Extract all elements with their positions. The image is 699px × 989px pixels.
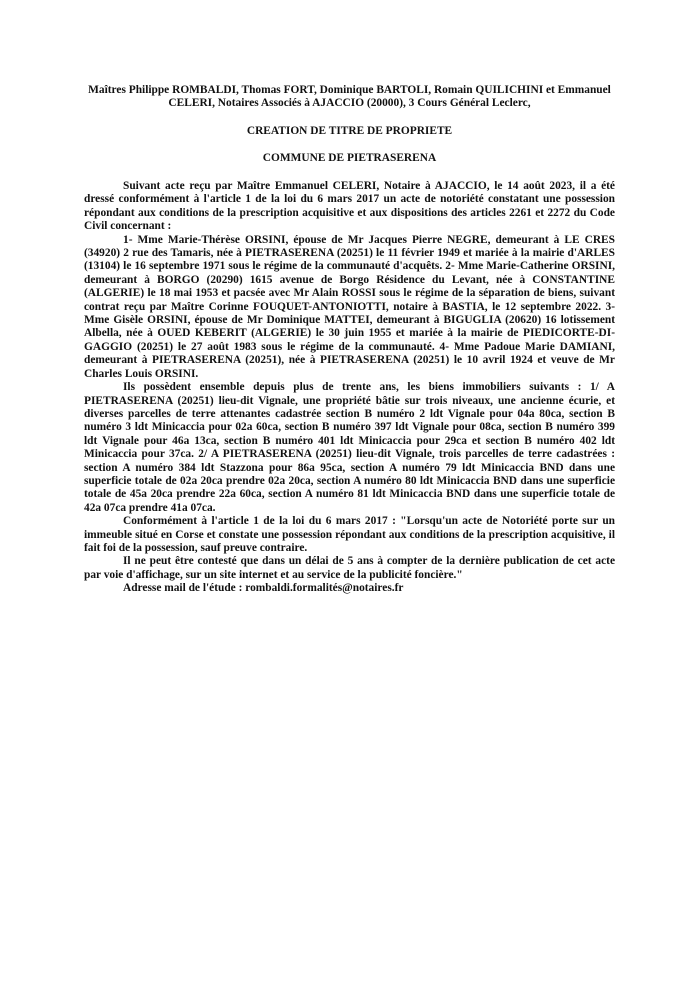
document-title: CREATION DE TITRE DE PROPRIETE [246, 125, 453, 137]
parties-paragraph: 1- Mme Marie-Thérèse ORSINI, épouse de Mr Jacques Pierre NEGRE, demeurant à LE CRES (34920) 2 rue des Tamaris, née à PIETRASERENA (20251) le 11 février 1949 et mariée à la mairie d'ARLES (13104) le 16 septembre 1971 sous le régime de la communauté d'acquêts. 2- Mme Marie-Catherine ORSINI, demeurant à BORGO (20290) 1615 avenue de Borgo Résidence du Levant, née à CONSTANTINE (ALGERIE) le 18 mai 1953 et pacsée avec Mr Alain ROSSI sous le régime de la séparation de biens, suivant contrat reçu par Maître Corinne FOUQUET-ANTONIOTTI, notaire à BASTIA, le 12 septembre 2022. 3- Mme Gisèle ORSINI, épouse de Mr Dominique MATTEI, demeurant à BIGUGLIA (20620) 16 lotissement Albella, née à OUED KEBERIT (ALGERIE) le 30 juin 1955 et mariée à la mairie de PIEDICORTE-DI-GAGGIO (20251) le 27 août 1983 sous le régime de la communauté. 4- Mme Padoue Marie DAMIANI, demeurant à PIETRASERENA (20251), née à PIETRASERENA (20251) le 10 avril 1924 et veuve de Mr Charles Louis ORSINI. [84, 233, 615, 380]
notaries-header: Maîtres Philippe ROMBALDI, Thomas FORT, Dominique BARTOLI, Romain QUILICHINI et Emmanuel CELERI, Notaires Associés à AJACCIO (20000), 3 Cours Général Leclerc, [88, 84, 611, 110]
contest-paragraph: Il ne peut être contesté que dans un délai de 5 ans à compter de la dernière publication de cet acte par voie d'affichage, sur un site internet et au service de la publicité foncière." [84, 555, 615, 581]
intro-paragraph: Suivant acte reçu par Maître Emmanuel CELERI, Notaire à AJACCIO, le 14 août 2023, il a été dressé conformément à l'article 1 de la loi du 6 mars 2017 un acte de notoriété constatant une possession répondant aux conditions de la prescription acquisitive et aux dispositions des articles 2261 et 2272 du Code Civil concernant : [84, 180, 615, 233]
email-paragraph: Adresse mail de l'étude : rombaldi.formalités@notaires.fr [123, 582, 404, 595]
properties-paragraph: Ils possèdent ensemble depuis plus de trente ans, les biens immobiliers suivants : 1/ A PIETRASERENA (20251) lieu-dit Vignale, une propriété bâtie sur trois niveaux, une ancienne écurie, et diverses parcelles de terre attenantes cadastrée section B numéro 2 ldt Vignale pour 04a 80ca, section B numéro 3 ldt Minicaccia pour 02a 60ca, section B numéro 397 ldt Vignale pour 08ca, section B numéro 399 ldt Vignale pour 46a 13ca, section B numéro 401 ldt Minicaccia pour 29ca et section B numéro 402 ldt Minicaccia pour 37ca. 2/ A PIETRASERENA (20251) lieu-dit Vignale, trois parcelles de terre cadastrées : section A numéro 384 ldt Stazzona pour 86a 95ca, section A numéro 79 ldt Minicaccia BND dans une superficie totale de 02a 20ca prendre 02a 20ca, section A numéro 80 ldt Minicaccia BND dans une superficie totale de 45a 20ca prendre 22a 60ca, section A numéro 81 ldt Minicaccia BND dans une superficie totale de 42a 07ca prendre 41a 07ca. [84, 381, 615, 514]
commune-title: COMMUNE DE PIETRASERENA [262, 152, 437, 164]
document-body [84, 180, 615, 596]
law-paragraph: Conformément à l'article 1 de la loi du 6 mars 2017 : "Lorsqu'un acte de Notoriété porte sur un immeuble situé en Corse et constate une possession répondant aux conditions de la prescription acquisitive, il fait foi de la possession, sauf preuve contraire. [84, 515, 615, 554]
